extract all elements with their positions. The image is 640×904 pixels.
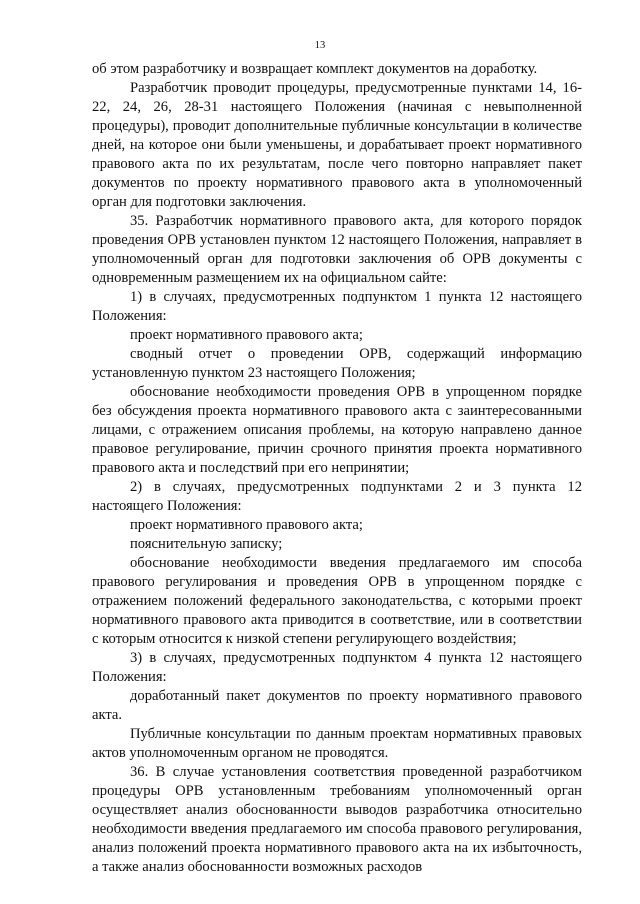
paragraph: сводный отчет о проведении ОРВ, содержащий информацию установленную пунктом 23 настоящего Положения; xyxy=(92,346,582,381)
paragraph: 3) в случаях, предусмотренных подпунктом 4 пункта 12 настоящего Положения: xyxy=(92,650,582,685)
paragraph: обоснование необходимости введения предлагаемого им способа правового регулирования и проведения ОРВ в упрощенном порядке с отражением положений федерального законодательства, с которыми проект нормативного правового акта приводится в соответствие, или в соответствии с которым относится к низкой степени регулирующего воздействия; xyxy=(92,555,582,647)
paragraph: Разработчик проводит процедуры, предусмотренные пунктами 14, 16-22, 24, 26, 28-31 настоящего Положения (начиная с невыполненной процедуры), проводит дополнительные публичные консультации в количестве дней, на которое они были уменьшены, и дорабатывает проект нормативного правового акта по их результатам, после чего повторно направляет пакет документов по проекту нормативного правового акта в уполномоченный орган для подготовки заключения. xyxy=(92,80,582,210)
paragraph: 2) в случаях, предусмотренных подпунктами 2 и 3 пункта 12 настоящего Положения: xyxy=(92,479,582,514)
page-number: 13 xyxy=(314,40,326,51)
paragraph: об этом разработчику и возвращает комплект документов на доработку. xyxy=(92,61,538,77)
paragraph: пояснительную записку; xyxy=(130,536,283,552)
paragraph: обоснование необходимости проведения ОРВ в упрощенном порядке без обсуждения проекта нормативного правового акта с заинтересованными лицами, с отражением описания проблемы, на которую направлено данное правовое регулирование, причин срочного принятия проекта нормативного правового акта и последствий при его непринятии; xyxy=(92,384,582,476)
document-body xyxy=(92,60,582,877)
paragraph: проект нормативного правового акта; xyxy=(130,517,363,533)
paragraph: 36. В случае установления соответствия проведенной разработчиком процедуры ОРВ установленным требованиям уполномоченный орган осуществляет анализ обоснованности выводов разработчика относительно необходимости введения предлагаемого им способа правового регулирования, анализ положений проекта нормативного правового акта на их избыточность, а также анализ обоснованности возможных расходов xyxy=(92,764,582,875)
paragraph: 1) в случаях, предусмотренных подпунктом 1 пункта 12 настоящего Положения: xyxy=(92,289,582,324)
paragraph: проект нормативного правового акта; xyxy=(130,327,363,343)
paragraph: Публичные консультации по данным проектам нормативных правовых актов уполномоченным органом не проводятся. xyxy=(92,726,582,761)
paragraph: доработанный пакет документов по проекту нормативного правового акта. xyxy=(92,688,582,723)
paragraph: 35. Разработчик нормативного правового акта, для которого порядок проведения ОРВ установлен пунктом 12 настоящего Положения, направляет в уполномоченный орган для подготовки заключения об ОРВ документы с одновременным размещением их на официальном сайте: xyxy=(92,213,582,286)
